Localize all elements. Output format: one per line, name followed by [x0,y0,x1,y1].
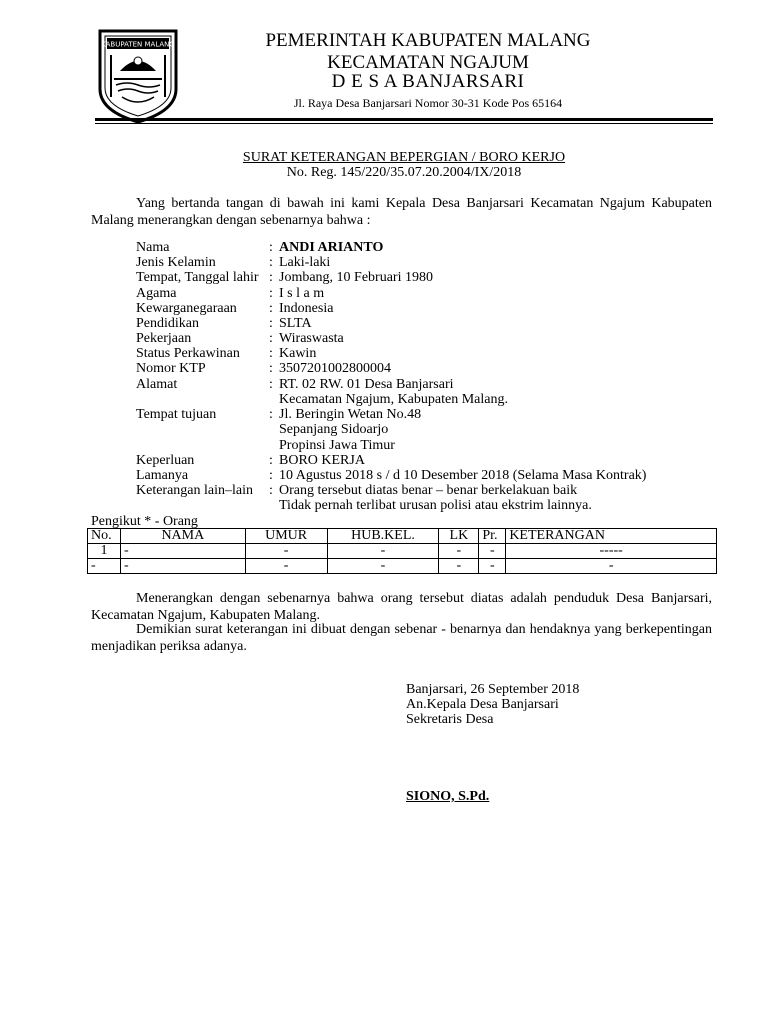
field-value: Wiraswasta [279,331,344,346]
field-pendidikan: Pendidikan : SLTA [136,316,312,331]
table-header: NAMA [120,529,245,544]
field-label: Keperluan [136,453,195,468]
field-value: Kawin [279,346,317,361]
letterhead-village: D E S A BANJARSARI [331,71,525,92]
field-label: Nama [136,240,170,255]
followers-table [87,528,717,574]
table-cell: - [245,559,327,574]
table-cell: - [327,559,439,574]
field-label: Status Perkawinan [136,346,240,361]
field-alamat: Alamat : RT. 02 RW. 01 Desa Banjarsari [136,377,454,392]
on-behalf-of: An.Kepala Desa Banjarsari [406,697,559,712]
field-label: Nomor KTP [136,361,206,376]
header-rule-thin [95,123,713,124]
field-label: Pekerjaan [136,331,192,346]
closing-paragraph-1: Menerangkan dengan sebenarnya bahwa orang tersebut diatas adalah penduduk Desa Banjarsari, Kecamatan Ngajum, Kabupaten Malang. [91,591,712,623]
table-header: No. [88,529,121,544]
field-label: Alamat [136,377,178,392]
letterhead-address: Jl. Raya Desa Banjarsari Nomor 30-31 Kode Pos 65164 [293,96,563,110]
field-value: Laki-laki [279,255,331,270]
field-status-perkawinan: Status Perkawinan : Kawin [136,346,317,361]
field-nama: Nama : ANDI ARIANTO [136,240,384,255]
table-header: HUB.KEL. [327,529,439,544]
table-cell: - [479,544,506,559]
place-date: Banjarsari, 26 September 2018 [406,682,580,697]
field-value: ANDI ARIANTO [279,240,384,255]
field-jenis-kelamin: Jenis Kelamin : Laki-laki [136,255,331,270]
table-header: Pr. [479,529,506,544]
table-row [88,559,717,574]
registration-number: No. Reg. 145/220/35.07.20.2004/IX/2018 [286,165,522,180]
field-value: RT. 02 RW. 01 Desa Banjarsari [279,377,454,392]
field-nomor-ktp: Nomor KTP : 3507201002800004 [136,361,391,376]
field-label: Lamanya [136,468,189,483]
field-keterangan-lain-line2: Tidak pernah terlibat urusan polisi atau ekstrim lainnya. [279,498,592,513]
intro-paragraph: Yang bertanda tangan di bawah ini kami Kepala Desa Banjarsari Kecamatan Ngajum Kabupaten Malang menerangkan dengan sebenarnya bahwa : [91,196,712,228]
table-cell: - [479,559,506,574]
field-kewarganegaraan: Kewarganegaraan : Indonesia [136,301,334,316]
table-cell: - [327,544,439,559]
field-lamanya: Lamanya : 10 Agustus 2018 s / d 10 Desember 2018 (Selama Masa Kontrak) [136,468,647,483]
signatory-position: Sekretaris Desa [406,712,494,727]
signatory-name: SIONO, S.Pd. [406,789,490,804]
table-row [88,544,717,559]
table-cell: - [120,559,245,574]
field-value: I s l a m [279,286,325,301]
document-title: SURAT KETERANGAN BEPERGIAN / BORO KERJO [242,150,566,165]
field-value: Jl. Beringin Wetan No.48 [279,407,422,422]
field-label: Agama [136,286,177,301]
table-cell: - [506,559,717,574]
field-value: BORO KERJA [279,453,365,468]
table-cell: - [120,544,245,559]
followers-label: Pengikut * - Orang [91,514,198,529]
field-label: Kewarganegaraan [136,301,237,316]
table-cell: - [439,544,479,559]
field-tempat-tujuan-line2: Sepanjang Sidoarjo [279,422,389,437]
logo-text: KABUPATEN MALANG [101,40,175,49]
table-cell: - [439,559,479,574]
table-cell: ----- [506,544,717,559]
table-header: LK [439,529,479,544]
field-tempat-tujuan-line3: Propinsi Jawa Timur [279,438,395,453]
field-tempat-tanggal-lahir: Tempat, Tanggal lahir : Jombang, 10 Februari 1980 [136,270,433,285]
letterhead-government: PEMERINTAH KABUPATEN MALANG [265,30,591,51]
field-label: Tempat, Tanggal lahir [136,270,259,285]
field-keterangan-lain: Keterangan lain–lain : Orang tersebut diatas benar – benar berkelakuan baik [136,483,578,498]
table-header-row [88,529,717,544]
regency-logo [96,27,180,125]
table-cell: - [245,544,327,559]
field-value: SLTA [279,316,312,331]
field-tempat-tujuan: Tempat tujuan : Jl. Beringin Wetan No.48 [136,407,422,422]
field-value: 10 Agustus 2018 s / d 10 Desember 2018 (Selama Masa Kontrak) [279,468,647,483]
table-header: KETERANGAN [506,529,717,544]
field-label: Jenis Kelamin [136,255,216,270]
field-agama: Agama : I s l a m [136,286,325,301]
field-keperluan: Keperluan : BORO KERJA [136,453,365,468]
field-label: Keterangan lain–lain [136,483,254,498]
field-value: 3507201002800004 [279,361,391,376]
field-label: Pendidikan [136,316,199,331]
table-cell: - [88,559,121,574]
field-value: Indonesia [279,301,334,316]
field-pekerjaan: Pekerjaan : Wiraswasta [136,331,344,346]
table-cell: 1 [88,544,121,559]
header-rule-thick [95,118,713,121]
field-value: Jombang, 10 Februari 1980 [279,270,433,285]
closing-paragraph-2: Demikian surat keterangan ini dibuat dengan sebenar - benarnya dan hendaknya yang berkepentingan menjadikan periksa adanya. [91,622,712,654]
field-alamat-line2: Kecamatan Ngajum, Kabupaten Malang. [279,392,508,407]
letterhead-district: KECAMATAN NGAJUM [327,52,529,73]
field-label: Tempat tujuan [136,407,217,422]
field-value: Orang tersebut diatas benar – benar berkelakuan baik [279,483,578,498]
table-header: UMUR [245,529,327,544]
